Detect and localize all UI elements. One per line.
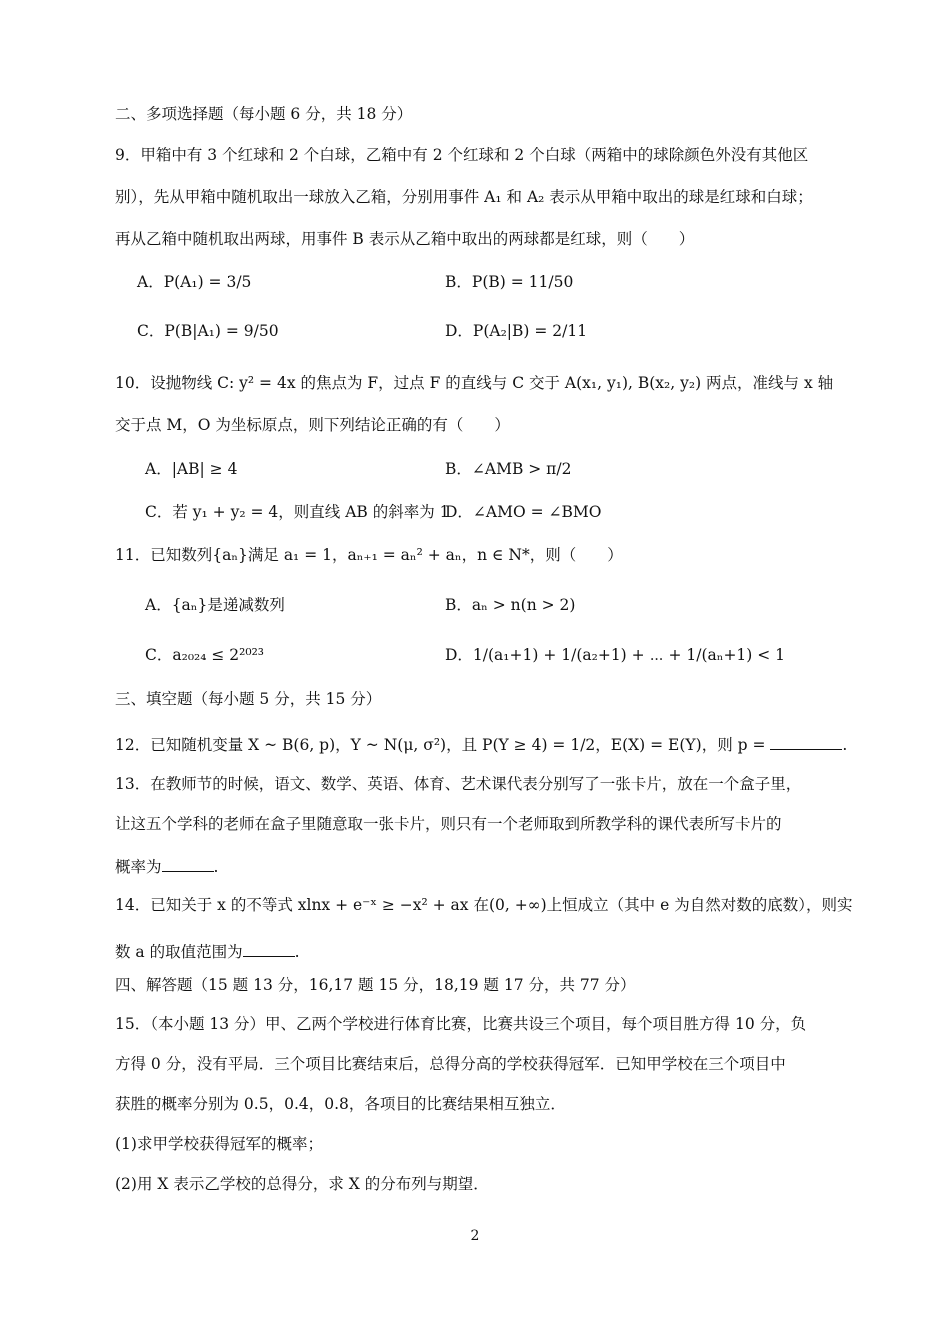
q10-option-c: C．若 y₁ + y₂ = 4，则直线 AB 的斜率为 1 [145, 503, 450, 521]
q10-option-a: A．|AB| ≥ 4 [145, 460, 238, 478]
q10-line-1: 10．设抛物线 C: y² = 4x 的焦点为 F，过点 F 的直线与 C 交于 A(x₁, y₁), B(x₂, y₂) 两点，准线与 x 轴 [115, 374, 834, 392]
q13-answer-blank[interactable] [162, 857, 214, 872]
section-4-heading: 四、解答题（15 题 13 分，16,17 题 15 分，18,19 题 17 分，共 77 分） [115, 976, 636, 994]
q10-line-2: 交于点 M，O 为坐标原点，则下列结论正确的有（ ） [115, 416, 510, 434]
q15-line-1: 15．（本小题 13 分）甲、乙两个学校进行体育比赛，比赛共设三个项目，每个项目胜方得 10 分，负 [115, 1015, 807, 1033]
q9-option-c: C．P(B|A₁) = 9/50 [137, 322, 279, 340]
q15-line-2: 方得 0 分，没有平局．三个项目比赛结束后，总得分高的学校获得冠军．已知甲学校在三个项目中 [115, 1055, 786, 1073]
q10-option-b: B．∠AMB > π/2 [445, 460, 572, 478]
q12-stem: 12．已知随机变量 X ~ B(6, p)，Y ~ N(μ, σ²)，且 P(Y ≥ 4) = 1/2，E(X) = E(Y)，则 p = . [115, 736, 848, 754]
section-3-heading: 三、填空题（每小题 5 分，共 15 分） [115, 690, 382, 708]
q11-option-c: C．a₂₀₂₄ ≤ 2²⁰²³ [145, 646, 265, 664]
q9-option-a: A．P(A₁) = 3/5 [137, 273, 252, 291]
q13-line-2: 让这五个学科的老师在盒子里随意取一张卡片，则只有一个老师取到所教学科的课代表所写卡片的 [115, 815, 782, 833]
q12-text: 12．已知随机变量 X ~ B(6, p)，Y ~ N(μ, σ²)，且 P(Y ≥ 4) = 1/2，E(X) = E(Y)，则 p = [115, 736, 771, 754]
q15-part-2: (2)用 X 表示乙学校的总得分，求 X 的分布列与期望． [115, 1175, 489, 1193]
q14-line-2: 数 a 的取值范围为 . [115, 943, 300, 961]
q11-option-d: D．1/(a₁+1) + 1/(a₂+1) + ⋯ + 1/(aₙ+1) < 1 [445, 646, 786, 664]
q9-option-b: B．P(B) = 11/50 [445, 273, 574, 291]
q13-line-3: 概率为 . [115, 858, 219, 876]
q9-line-2: 别），先从甲箱中随机取出一球放入乙箱，分别用事件 A₁ 和 A₂ 表示从甲箱中取出的球是红球和白球； [115, 188, 813, 206]
q14-text: 数 a 的取值范围为 [115, 943, 243, 961]
q9-option-d: D．P(A₂|B) = 2/11 [445, 322, 588, 340]
q15-line-3: 获胜的概率分别为 0.5，0.4，0.8，各项目的比赛结果相互独立． [115, 1095, 566, 1113]
q13-line-1: 13．在教师节的时候，语文、数学、英语、体育、艺术课代表分别写了一张卡片，放在一个盒子里， [115, 775, 802, 793]
q14-line-1: 14．已知关于 x 的不等式 xlnx + e⁻ˣ ≥ −x² + ax 在(0, +∞)上恒成立（其中 e 为自然对数的底数），则实 [115, 896, 853, 914]
q12-answer-blank[interactable] [770, 735, 842, 750]
q9-line-1: 9．甲箱中有 3 个红球和 2 个白球，乙箱中有 2 个红球和 2 个白球（两箱中的球除颜色外没有其他区 [115, 146, 809, 164]
q11-stem: 11．已知数列{aₙ}满足 a₁ = 1，aₙ₊₁ = aₙ² + aₙ，n ∈ N*，则（ ） [115, 546, 623, 564]
q9-line-3: 再从乙箱中随机取出两球，用事件 B 表示从乙箱中取出的两球都是红球，则（ ） [115, 230, 695, 248]
section-2-heading: 二、多项选择题（每小题 6 分，共 18 分） [115, 105, 413, 123]
page-number: 2 [470, 1228, 480, 1244]
q10-option-d: D．∠AMO = ∠BMO [445, 503, 602, 521]
q11-option-a: A．{aₙ}是递减数列 [145, 596, 285, 614]
q11-option-b: B．aₙ > n(n > 2) [445, 596, 576, 614]
q15-part-1: (1)求甲学校获得冠军的概率； [115, 1135, 323, 1153]
q13-text: 概率为 [115, 858, 162, 876]
q14-answer-blank[interactable] [243, 942, 295, 957]
